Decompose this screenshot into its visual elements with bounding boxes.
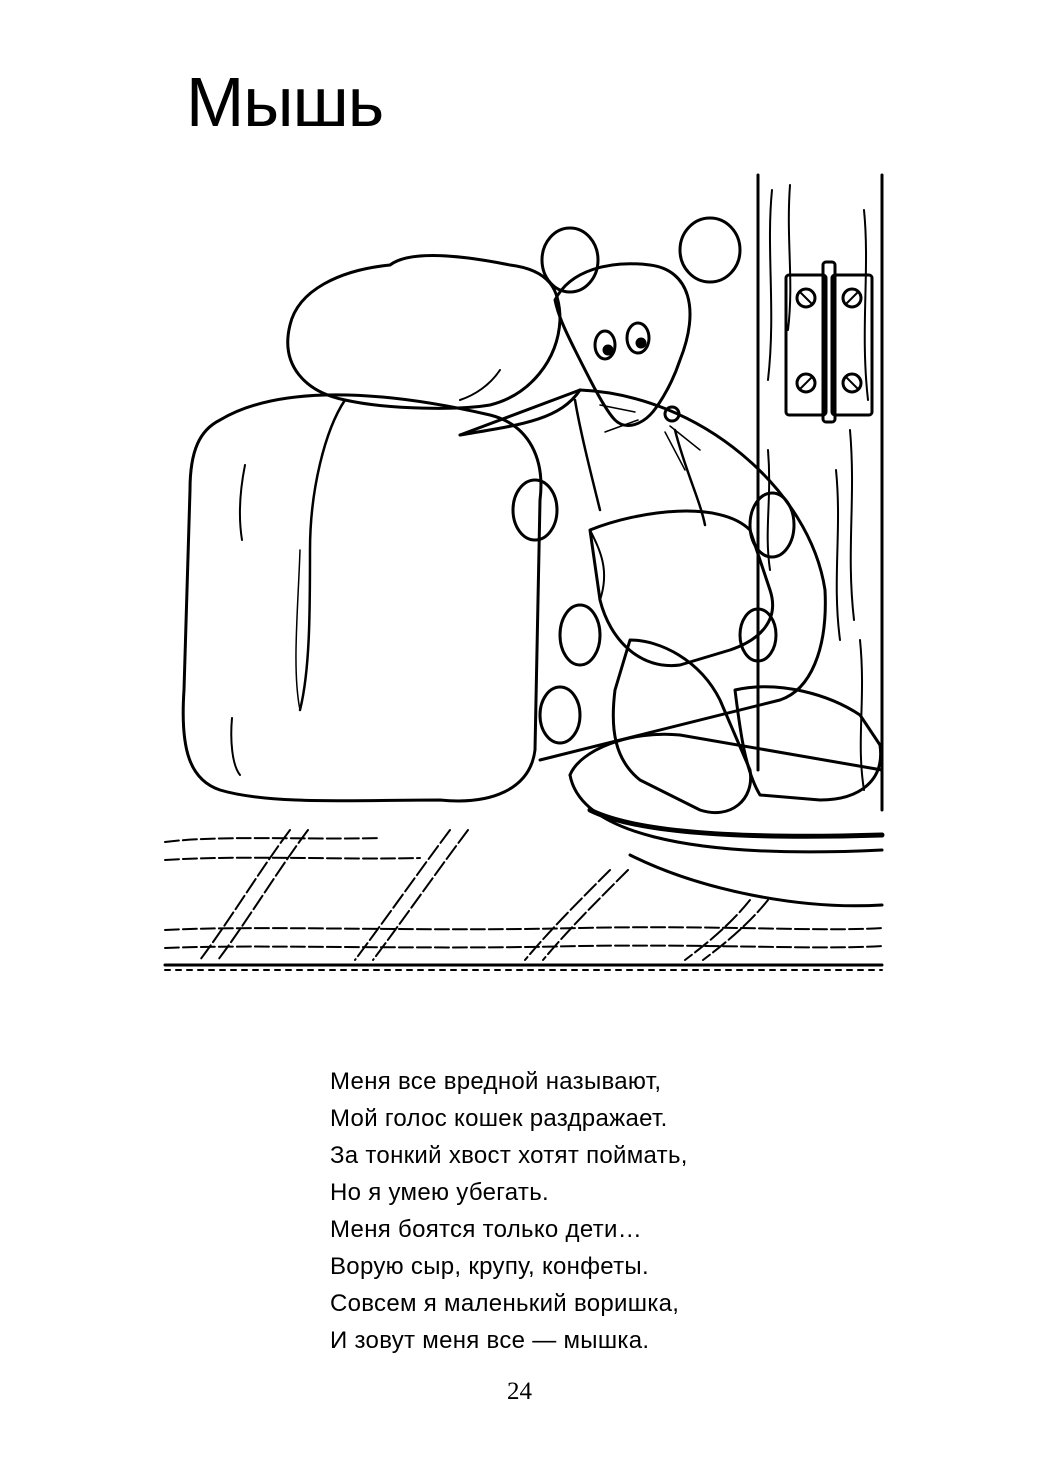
poem-line: Меня боятся только дети… — [330, 1216, 642, 1243]
grain-sack — [183, 395, 541, 801]
mouse-figure — [288, 218, 740, 710]
poem-line: За тонкий хвост хотят поймать, — [330, 1142, 688, 1169]
mouse-coloring-illustration — [160, 170, 890, 1020]
poem-line: Мой голос кошек раздражает. — [330, 1105, 668, 1132]
page-title: Мышь — [186, 63, 384, 141]
poem-line: Ворую сыр, крупу, конфеты. — [330, 1253, 649, 1280]
poem-stanza — [330, 1063, 688, 1359]
poem-line: Но я умею убегать. — [330, 1179, 549, 1206]
poem-line: И зовут меня все — мышка. — [330, 1327, 650, 1354]
door-hinge — [786, 262, 872, 422]
cheese-wheel — [460, 390, 825, 760]
poem-line: Совсем я маленький воришка, — [330, 1290, 680, 1317]
candy-pieces — [613, 640, 880, 813]
page-number: 24 — [507, 1378, 532, 1405]
poem-line: Меня все вредной называют, — [330, 1068, 662, 1095]
cheese-slice — [590, 511, 773, 665]
